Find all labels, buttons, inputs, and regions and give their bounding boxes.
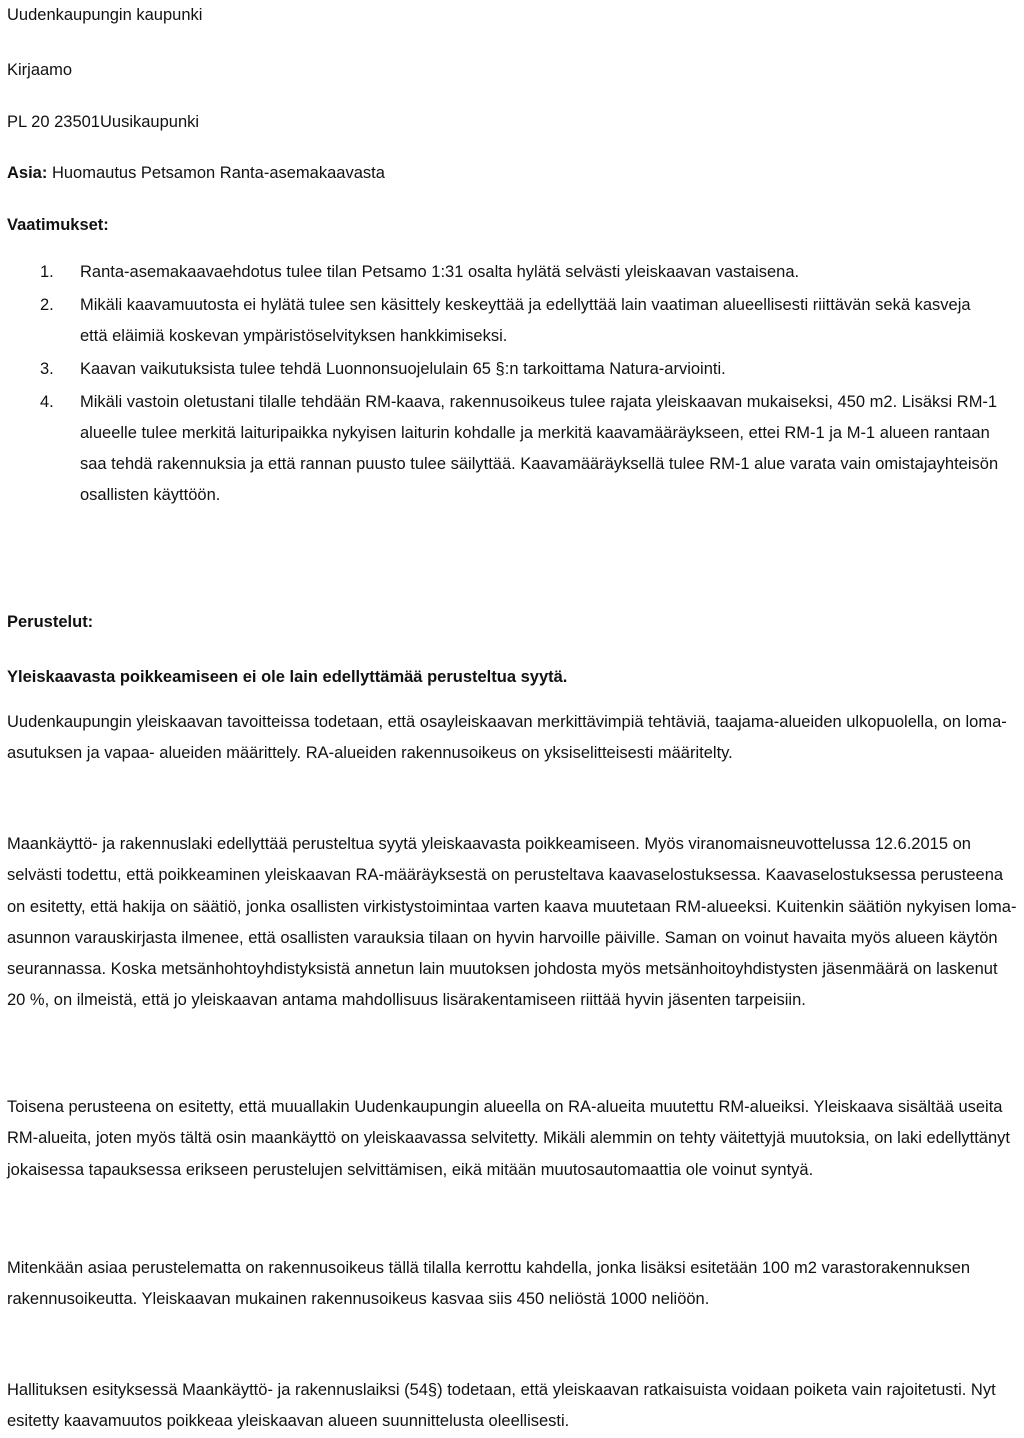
demand-number: 1. [40, 263, 54, 281]
demand-text: Ranta-asemakaavaehdotus tulee tilan Petsamo 1:31 osalta hylätä selvästi yleiskaavan vastaisena. [80, 263, 800, 281]
subject-line [7, 163, 385, 183]
grounds-subheading: Yleiskaavasta poikkeamiseen ei ole lain edellyttämää perusteltua syytä. [7, 668, 568, 686]
subject-label: Asia: [7, 164, 48, 182]
department-name: Kirjaamo [7, 61, 73, 79]
demand-text: Kaavan vaikutuksista tulee tehdä Luonnonsuojelulain 65 §:n tarkoittama Natura-arviointi. [80, 360, 726, 378]
demand-number: 4. [40, 393, 54, 411]
organization-name: Uudenkaupungin kaupunki [7, 6, 203, 24]
grounds-paragraph: Hallituksen esityksessä Maankäyttö- ja rakennuslaiksi (54§) todetaan, että yleiskaavan ratkaisuista voidaan poiketa vain rajoitetusti. Nyt esitetty kaavamuutos poikkeaa yleiskaavan alueen suunnittelusta oleellisesti. [7, 1381, 996, 1431]
demand-item [40, 257, 1000, 288]
demand-number: 3. [40, 360, 54, 378]
grounds-paragraph: Mitenkään asiaa perustelematta on rakennusoikeus tällä tilalla kerrottu kahdella, jonka lisäksi esitetään 100 m2 varastorakennuksen rakennusoikeutta. Yleiskaavan mukainen rakennusoikeus kasvaa siis 450 neliöstä 1000 neliöön. [7, 1259, 971, 1309]
postal-address: PL 20 23501Uusikaupunki [7, 113, 200, 131]
grounds-paragraph: Uudenkaupungin yleiskaavan tavoitteissa todetaan, että osayleiskaavan merkittävimpiä tehtäviä, taajama-alueiden ulkopuolella, on loma-asutuksen ja vapaa- alueiden määrittely. RA-alueiden rakennusoikeus on yksiselitteisesti määritelty. [7, 713, 1007, 763]
grounds-heading: Perustelut: [7, 613, 94, 631]
demand-item [40, 387, 1000, 511]
demand-text: Mikäli kaavamuutosta ei hylätä tulee sen käsittely keskeyttää ja edellyttää lain vaatiman alueellisesti riittävän sekä kasveja että eläimiä koskevan ympäristöselvityksen hankkimiseksi. [80, 296, 971, 345]
subject-text: Huomautus Petsamon Ranta-asemakaavasta [51, 164, 385, 182]
demands-list [40, 257, 1000, 513]
demands-heading: Vaatimukset: [7, 216, 109, 234]
grounds-paragraph: Toisena perusteena on esitetty, että muuallakin Uudenkaupungin alueella on RA-alueita muutettu RM-alueiksi. Yleiskaava sisältää useita RM-alueita, joten myös tältä osin maankäyttö on yleiskaavassa selvitetty. Mikäli alemmin on tehty väitettyjä muutoksia, on laki edellyttänyt jokaisessa tapauksessa erikseen perustelujen selvittämisen, eikä mitään muutosautomaattia ole voinut syntyä. [7, 1098, 1010, 1179]
grounds-paragraph: Maankäyttö- ja rakennuslaki edellyttää perusteltua syytä yleiskaavasta poikkeamiseen. Myös viranomaisneuvottelussa 12.6.2015 on selvästi todettu, että poikkeaminen yleiskaavan RA-määräyksestä on perusteltava kaavaselostuksessa. Kaavaselostuksessa perusteena on esitetty, että hakija on säätiö, jonka osallisten virkistystoimintaa varten kaava muutetaan RM-alueeksi. Kuitenkin säätiön nykyisen loma-asunnon varauskirjasta ilmenee, että osallisten varauksia tilaan on hyvin harvoille päiville. Saman on voinut havaita myös alueen käytön seurannassa. Koska metsänhohtoyhdistyksistä annetun lain muutoksen johdosta myös metsänhoitoyhdistysten jäsenmäärä on laskenut 20 %, on ilmeistä, että jo yleiskaavan antama mahdollisuus lisärakentamiseen riittää hyvin jäsenten tarpeisiin. [7, 835, 1017, 1010]
demand-item [40, 290, 1000, 352]
demand-text: Mikäli vastoin oletustani tilalle tehdään RM-kaava, rakennusoikeus tulee rajata yleiskaavan mukaiseksi, 450 m2. Lisäksi RM-1 alueelle tulee merkitä laituripaikka nykyisen laiturin kohdalle ja merkitä kaavamääräykseen, ettei RM-1 ja M-1 alueen rantaan saa tehdä rakennuksia ja että rannan puusto tulee säilyttää. Kaavamääräyksellä tulee RM-1 alue varata vain omistajayhteisön osallisten käyttöön. [80, 393, 999, 504]
demand-item [40, 354, 1000, 385]
demand-number: 2. [40, 296, 54, 314]
